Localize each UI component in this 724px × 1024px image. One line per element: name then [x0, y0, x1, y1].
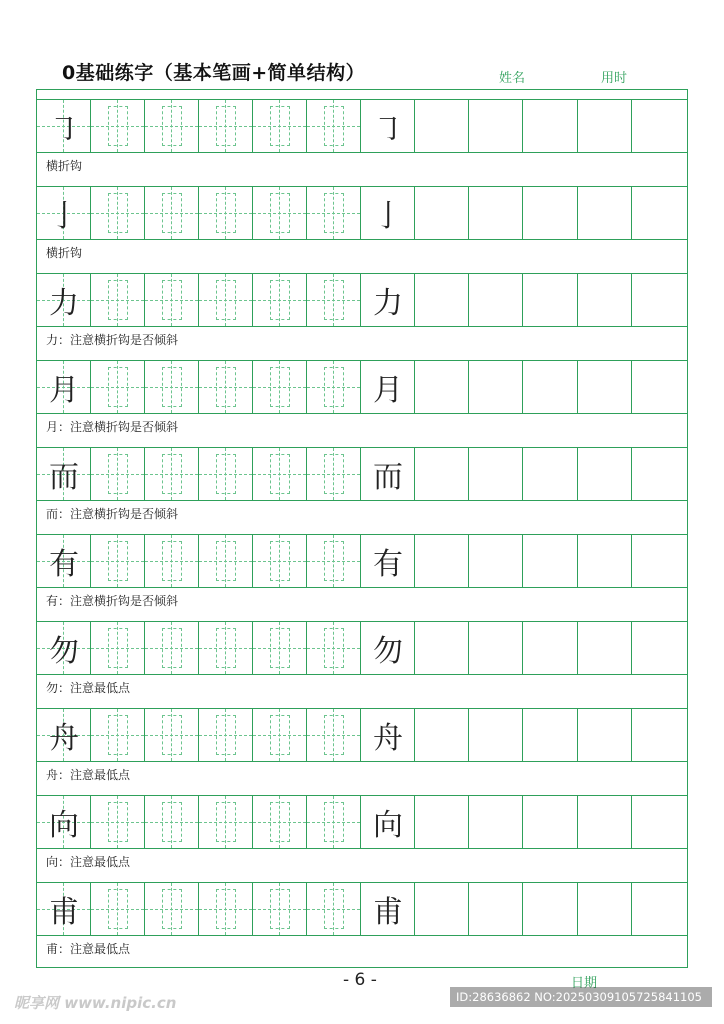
model-char-cell — [37, 361, 91, 413]
guide-vertical — [333, 883, 334, 935]
guide-cell[interactable] — [307, 274, 361, 326]
guide-vertical — [171, 100, 172, 152]
guide-vertical — [333, 709, 334, 761]
practice-char: 勿 — [49, 634, 79, 669]
guide-cell[interactable] — [199, 622, 253, 674]
model-char-cell — [37, 709, 91, 761]
copy-char-cell — [361, 709, 415, 761]
guide-vertical — [279, 622, 280, 674]
practice-char: 舟 — [373, 721, 403, 756]
guide-vertical — [225, 100, 226, 152]
blank-cell[interactable] — [469, 100, 523, 152]
practice-char: 月 — [49, 373, 79, 408]
practice-char: 力 — [49, 286, 79, 321]
guide-cell[interactable] — [253, 535, 307, 587]
guide-vertical — [279, 535, 280, 587]
name-label: 姓名 — [499, 71, 526, 86]
blank-cell[interactable] — [632, 535, 686, 587]
guide-cell[interactable] — [145, 187, 199, 239]
guide-cell[interactable] — [199, 796, 253, 848]
blank-cell[interactable] — [523, 448, 578, 500]
guide-vertical — [117, 448, 118, 500]
copy-char-cell — [361, 187, 415, 239]
practice-char: 舟 — [49, 721, 79, 756]
guide-vertical — [279, 796, 280, 848]
blank-cell[interactable] — [523, 187, 578, 239]
blank-cell[interactable] — [523, 361, 578, 413]
model-char-cell — [37, 796, 91, 848]
guide-cell[interactable] — [307, 622, 361, 674]
model-char-cell — [37, 100, 91, 152]
guide-vertical — [333, 187, 334, 239]
blank-cell[interactable] — [523, 622, 578, 674]
blank-cell[interactable] — [632, 274, 686, 326]
guide-cell[interactable] — [307, 187, 361, 239]
blank-cell[interactable] — [523, 883, 578, 935]
guide-vertical — [225, 535, 226, 587]
guide-vertical — [333, 361, 334, 413]
guide-vertical — [333, 535, 334, 587]
guide-cell[interactable] — [199, 535, 253, 587]
blank-cell[interactable] — [523, 709, 578, 761]
practice-char: 甫 — [373, 895, 403, 930]
blank-cell[interactable] — [632, 796, 686, 848]
practice-block — [37, 177, 687, 264]
guide-vertical — [225, 274, 226, 326]
practice-char: 月 — [373, 373, 403, 408]
guide-vertical — [333, 274, 334, 326]
guide-vertical — [171, 535, 172, 587]
guide-vertical — [279, 100, 280, 152]
blank-cell[interactable] — [469, 274, 523, 326]
guide-vertical — [225, 796, 226, 848]
blank-cell[interactable] — [578, 883, 632, 935]
blank-cell[interactable] — [415, 622, 469, 674]
practice-char: 而 — [49, 460, 79, 495]
guide-cell[interactable] — [91, 361, 145, 413]
guide-vertical — [333, 448, 334, 500]
blank-cell[interactable] — [469, 535, 523, 587]
practice-char: 向 — [49, 808, 79, 843]
guide-cell[interactable] — [253, 796, 307, 848]
blank-cell[interactable] — [415, 883, 469, 935]
guide-cell[interactable] — [253, 274, 307, 326]
guide-vertical — [225, 361, 226, 413]
blank-cell[interactable] — [415, 709, 469, 761]
practice-block — [37, 699, 687, 786]
blank-cell[interactable] — [578, 535, 632, 587]
blank-cell[interactable] — [578, 100, 632, 152]
guide-vertical — [333, 100, 334, 152]
guide-cell[interactable] — [145, 274, 199, 326]
guide-cell[interactable] — [199, 883, 253, 935]
blank-cell[interactable] — [523, 100, 578, 152]
blank-cell[interactable] — [632, 883, 686, 935]
practice-block — [37, 873, 687, 960]
practice-row — [37, 99, 687, 153]
guide-cell[interactable] — [307, 100, 361, 152]
guide-cell[interactable] — [91, 796, 145, 848]
guide-cell[interactable] — [307, 361, 361, 413]
guide-cell[interactable] — [307, 448, 361, 500]
blank-cell[interactable] — [469, 883, 523, 935]
blank-cell[interactable] — [415, 100, 469, 152]
practice-char: ㇆ — [373, 112, 403, 147]
copy-char-cell — [361, 622, 415, 674]
model-char-cell — [37, 274, 91, 326]
guide-vertical — [279, 448, 280, 500]
practice-char: 甫 — [49, 895, 79, 930]
stroke-note: 月：注意横折钩是否倾斜 — [46, 420, 179, 434]
guide-cell[interactable] — [253, 448, 307, 500]
stroke-note: 舟：注意最低点 — [46, 768, 131, 782]
blank-cell[interactable] — [469, 709, 523, 761]
guide-cell[interactable] — [91, 100, 145, 152]
blank-cell[interactable] — [578, 796, 632, 848]
practice-block — [37, 264, 687, 351]
blank-cell[interactable] — [523, 796, 578, 848]
blank-cell[interactable] — [415, 274, 469, 326]
practice-block — [37, 90, 687, 177]
practice-row — [37, 882, 687, 936]
guide-cell[interactable] — [199, 274, 253, 326]
practice-block — [37, 612, 687, 699]
blank-cell[interactable] — [632, 622, 686, 674]
practice-block — [37, 525, 687, 612]
model-char-cell — [37, 448, 91, 500]
guide-cell[interactable] — [145, 100, 199, 152]
guide-vertical — [117, 709, 118, 761]
guide-vertical — [117, 535, 118, 587]
guide-cell[interactable] — [91, 274, 145, 326]
guide-cell[interactable] — [145, 883, 199, 935]
copy-char-cell — [361, 274, 415, 326]
model-char-cell — [37, 622, 91, 674]
stroke-note: 勿：注意最低点 — [46, 681, 131, 695]
guide-vertical — [279, 274, 280, 326]
practice-char: 而 — [373, 460, 403, 495]
guide-cell[interactable] — [91, 187, 145, 239]
guide-vertical — [279, 709, 280, 761]
model-char-cell — [37, 883, 91, 935]
guide-cell[interactable] — [307, 796, 361, 848]
guide-vertical — [117, 883, 118, 935]
guide-cell[interactable] — [199, 100, 253, 152]
practice-row — [37, 621, 687, 675]
guide-vertical — [225, 709, 226, 761]
practice-row — [37, 360, 687, 414]
practice-block — [37, 351, 687, 438]
guide-vertical — [171, 622, 172, 674]
stroke-note: 有：注意横折钩是否倾斜 — [46, 594, 179, 608]
copy-char-cell — [361, 361, 415, 413]
guide-vertical — [117, 361, 118, 413]
copy-char-cell — [361, 535, 415, 587]
blank-cell[interactable] — [523, 535, 578, 587]
copy-char-cell — [361, 100, 415, 152]
watermark-id: ID:28636862 NO:20250309105725841105 — [450, 987, 712, 1007]
blank-cell[interactable] — [469, 187, 523, 239]
guide-cell[interactable] — [199, 361, 253, 413]
model-char-cell — [37, 187, 91, 239]
guide-cell[interactable] — [145, 622, 199, 674]
guide-vertical — [225, 883, 226, 935]
page-title: 0基础练字（基本笔画+简单结构） — [62, 62, 366, 84]
blank-cell[interactable] — [578, 361, 632, 413]
page-number: - 6 - — [343, 970, 377, 990]
blank-cell[interactable] — [632, 100, 686, 152]
guide-cell[interactable] — [253, 709, 307, 761]
blank-cell[interactable] — [469, 796, 523, 848]
guide-vertical — [225, 448, 226, 500]
practice-char: 有 — [49, 547, 79, 582]
guide-cell[interactable] — [145, 535, 199, 587]
guide-vertical — [225, 622, 226, 674]
copy-char-cell — [361, 448, 415, 500]
guide-vertical — [225, 187, 226, 239]
practice-grid — [36, 89, 688, 968]
practice-row — [37, 273, 687, 327]
blank-cell[interactable] — [415, 187, 469, 239]
guide-vertical — [171, 187, 172, 239]
stroke-note: 横折钩 — [46, 246, 83, 260]
guide-vertical — [171, 883, 172, 935]
blank-cell[interactable] — [415, 796, 469, 848]
guide-vertical — [117, 100, 118, 152]
blank-cell[interactable] — [632, 709, 686, 761]
guide-cell[interactable] — [253, 100, 307, 152]
guide-cell[interactable] — [253, 361, 307, 413]
guide-vertical — [333, 622, 334, 674]
blank-cell[interactable] — [632, 448, 686, 500]
practice-block — [37, 438, 687, 525]
guide-vertical — [279, 361, 280, 413]
guide-cell[interactable] — [145, 709, 199, 761]
guide-vertical — [333, 796, 334, 848]
guide-cell[interactable] — [199, 448, 253, 500]
model-char-cell — [37, 535, 91, 587]
practice-row — [37, 186, 687, 240]
guide-vertical — [171, 274, 172, 326]
guide-vertical — [171, 448, 172, 500]
stroke-note: 甫：注意最低点 — [46, 942, 131, 956]
practice-char: 有 — [373, 547, 403, 582]
guide-cell[interactable] — [145, 796, 199, 848]
stroke-note: 力：注意横折钩是否倾斜 — [46, 333, 179, 347]
blank-cell[interactable] — [578, 709, 632, 761]
practice-row — [37, 795, 687, 849]
time-label: 用时 — [601, 71, 628, 86]
guide-cell[interactable] — [91, 622, 145, 674]
practice-row — [37, 708, 687, 762]
guide-cell[interactable] — [253, 883, 307, 935]
copy-char-cell — [361, 883, 415, 935]
blank-cell[interactable] — [469, 448, 523, 500]
guide-vertical — [117, 622, 118, 674]
guide-vertical — [171, 361, 172, 413]
blank-cell[interactable] — [469, 361, 523, 413]
guide-cell[interactable] — [307, 883, 361, 935]
guide-cell[interactable] — [253, 622, 307, 674]
blank-cell[interactable] — [415, 535, 469, 587]
blank-cell[interactable] — [578, 622, 632, 674]
practice-char: 亅 — [49, 199, 79, 234]
blank-cell[interactable] — [578, 274, 632, 326]
guide-vertical — [171, 709, 172, 761]
blank-cell[interactable] — [469, 622, 523, 674]
date-label: 日期 — [571, 976, 598, 991]
guide-cell[interactable] — [145, 448, 199, 500]
guide-cell[interactable] — [91, 448, 145, 500]
guide-cell[interactable] — [91, 709, 145, 761]
blank-cell[interactable] — [415, 448, 469, 500]
blank-cell[interactable] — [415, 361, 469, 413]
stroke-note: 而：注意横折钩是否倾斜 — [46, 507, 179, 521]
stroke-note: 向：注意最低点 — [46, 855, 131, 869]
practice-row — [37, 534, 687, 588]
stroke-note: 横折钩 — [46, 159, 83, 173]
guide-cell[interactable] — [253, 187, 307, 239]
practice-char: ㇆ — [49, 112, 79, 147]
guide-cell[interactable] — [199, 187, 253, 239]
blank-cell[interactable] — [632, 361, 686, 413]
practice-block — [37, 786, 687, 873]
guide-cell[interactable] — [307, 709, 361, 761]
blank-cell[interactable] — [578, 448, 632, 500]
practice-char: 亅 — [373, 199, 403, 234]
blank-cell[interactable] — [578, 187, 632, 239]
guide-vertical — [279, 883, 280, 935]
guide-vertical — [117, 187, 118, 239]
guide-vertical — [171, 796, 172, 848]
guide-cell[interactable] — [91, 883, 145, 935]
guide-cell[interactable] — [91, 535, 145, 587]
practice-char: 力 — [373, 286, 403, 321]
practice-char: 勿 — [373, 634, 403, 669]
practice-row — [37, 447, 687, 501]
guide-cell[interactable] — [145, 361, 199, 413]
guide-cell[interactable] — [307, 535, 361, 587]
copy-char-cell — [361, 796, 415, 848]
guide-vertical — [279, 187, 280, 239]
watermark-logo: 昵享网 www.nipic.cn — [14, 994, 177, 1012]
guide-vertical — [117, 796, 118, 848]
blank-cell[interactable] — [632, 187, 686, 239]
blank-cell[interactable] — [523, 274, 578, 326]
practice-char: 向 — [373, 808, 403, 843]
guide-vertical — [117, 274, 118, 326]
guide-cell[interactable] — [199, 709, 253, 761]
